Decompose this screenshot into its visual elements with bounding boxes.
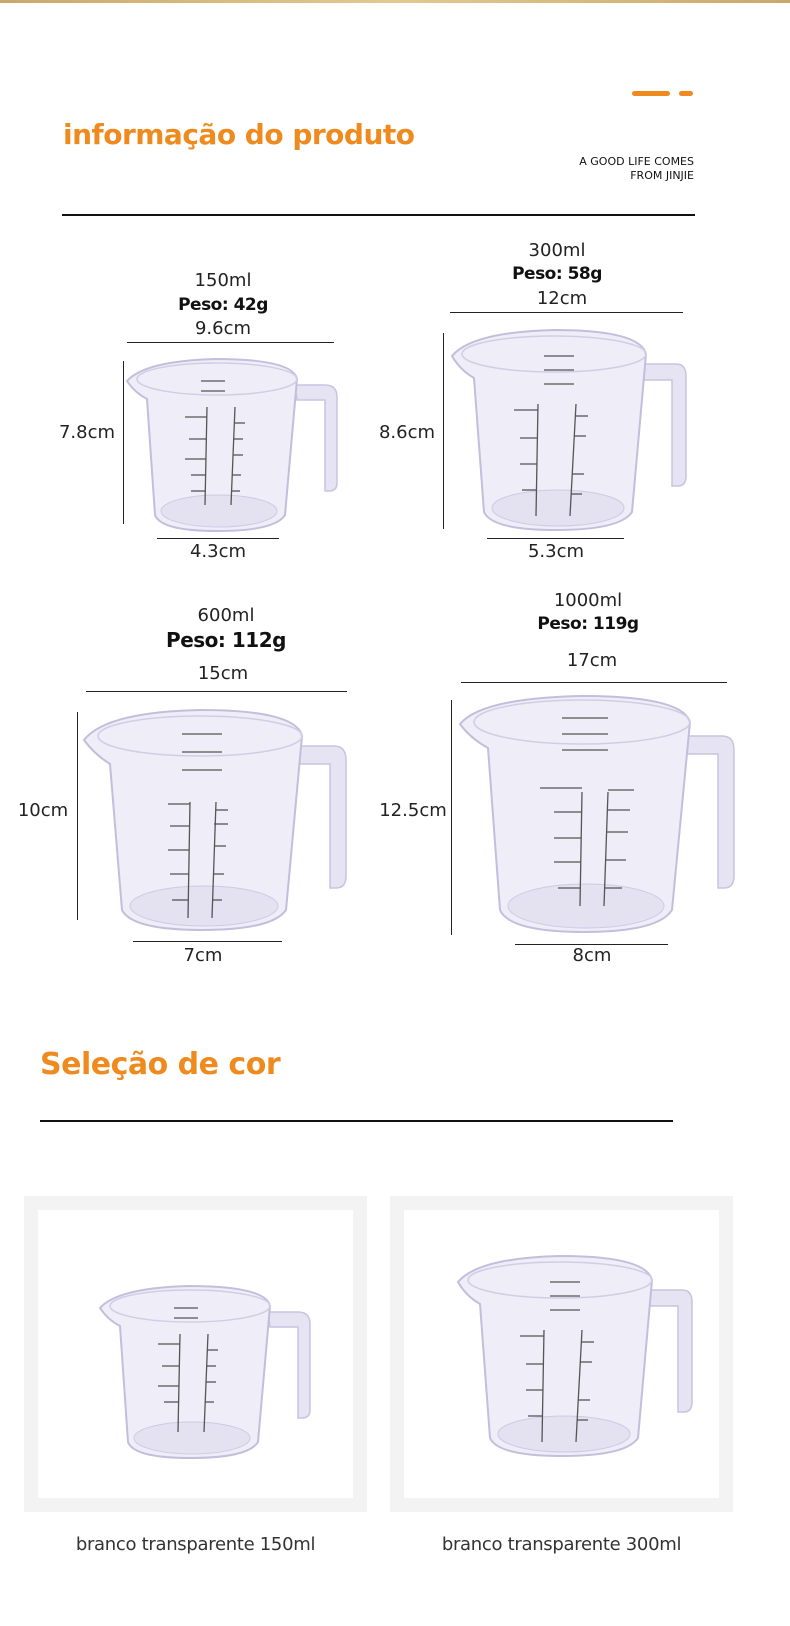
height-line <box>77 712 78 920</box>
weight-label: Peso: 42g <box>178 295 268 315</box>
accent-dash-short <box>679 91 693 96</box>
base-width-label: 8cm <box>572 945 612 966</box>
base-width-label: 5.3cm <box>527 541 585 562</box>
base-width-label: 4.3cm <box>189 541 247 562</box>
top-width-line <box>461 682 727 683</box>
top-width-label: 15cm <box>197 663 249 684</box>
capacity-label: 300ml <box>528 240 586 261</box>
measuring-cup-icon <box>98 1282 313 1462</box>
accent-dash-long <box>632 91 670 96</box>
height-label: 12.5cm <box>379 800 447 821</box>
tagline-line-2: FROM JINJIE <box>630 169 694 182</box>
height-line <box>443 333 444 529</box>
measuring-cup-icon <box>82 706 352 936</box>
measuring-cup-icon <box>456 1252 696 1462</box>
height-line <box>123 361 124 524</box>
top-width-label: 12cm <box>536 288 588 309</box>
section-title-color-selection: Seleção de cor <box>40 1047 281 1082</box>
weight-label: Peso: 112g <box>166 628 286 652</box>
card-image-area <box>38 1210 353 1498</box>
weight-label: Peso: 119g <box>537 614 639 634</box>
card-image-area <box>404 1210 719 1498</box>
measuring-cup-icon <box>458 692 738 938</box>
height-label: 8.6cm <box>378 422 436 443</box>
color-card-150ml[interactable] <box>24 1196 367 1512</box>
base-width-line <box>133 941 282 942</box>
weight-label: Peso: 58g <box>512 264 602 284</box>
tagline <box>520 155 694 183</box>
measuring-cup-icon <box>450 326 690 536</box>
capacity-label: 600ml <box>197 605 255 626</box>
top-width-line <box>86 691 347 692</box>
height-label: 7.8cm <box>58 422 116 443</box>
base-width-label: 7cm <box>183 945 223 966</box>
section-title-product-info: informação do produto <box>63 118 415 151</box>
tagline-line-1: A GOOD LIFE COMES <box>579 155 694 168</box>
base-width-line <box>487 538 624 539</box>
color-card-label: branco transparente 150ml <box>75 1534 316 1555</box>
top-width-line <box>450 312 683 313</box>
color-card-300ml[interactable] <box>390 1196 733 1512</box>
color-section-divider <box>40 1120 673 1122</box>
base-width-line <box>157 538 279 539</box>
top-decorative-bar <box>0 0 790 3</box>
capacity-label: 150ml <box>194 270 252 291</box>
capacity-label: 1000ml <box>553 590 623 611</box>
top-width-line <box>127 342 334 343</box>
color-card-label: branco transparente 300ml <box>441 1534 682 1555</box>
height-label: 10cm <box>17 800 69 821</box>
top-width-label: 17cm <box>566 650 618 671</box>
header-divider <box>62 214 695 216</box>
measuring-cup-icon <box>125 355 340 535</box>
top-width-label: 9.6cm <box>194 318 252 339</box>
height-line <box>451 700 452 935</box>
